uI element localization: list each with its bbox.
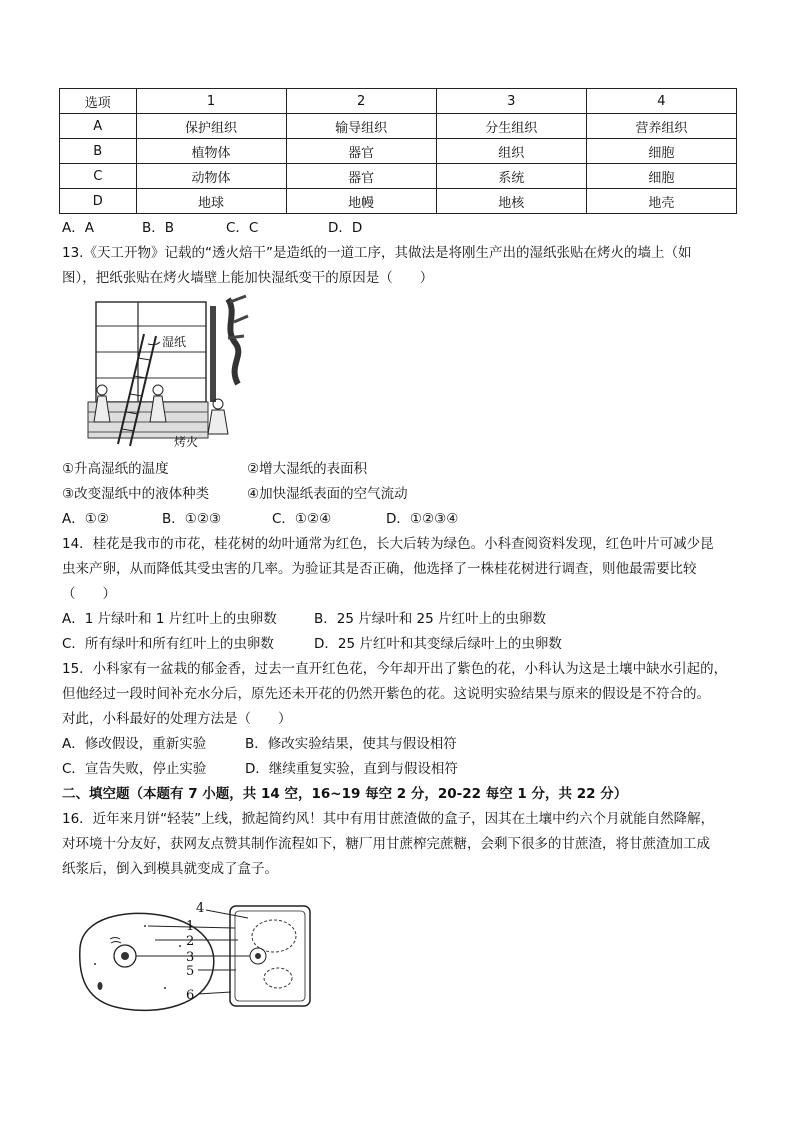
choice-b: B．①②③: [162, 511, 222, 527]
q14-choices-row2: [62, 634, 562, 654]
q13-text-line2: 图），把纸张贴在烤火墙壁上能加快湿纸变干的原因是（ ）: [62, 270, 434, 286]
choice-c: C．宣告失败，停止实验: [62, 761, 207, 777]
table-cell: 分生组织: [436, 114, 586, 139]
table-cell: 地幔: [286, 189, 436, 214]
choice-a: A．1 片绿叶和 1 片红叶上的虫卵数: [62, 611, 277, 627]
table-cell: 营养组织: [586, 114, 736, 139]
q14-text-line3: （ ）: [62, 586, 116, 602]
wet-paper-label: 湿纸: [162, 335, 187, 349]
table-header-cell: 3: [436, 89, 586, 114]
table-row: [60, 114, 737, 139]
table-cell: 器官: [286, 139, 436, 164]
q14-text-line1: 14．桂花是我市的市花，桂花树的幼叶通常为红色，长大后转为绿色。小科查阅资料发现，红色叶片可减少昆: [62, 536, 714, 552]
table-header-cell: 2: [286, 89, 436, 114]
q15-text-line2: 但他经过一段时间补充水分后，原先还未开花的仍然开紫色的花。这说明实验结果与原来的假设是不符合的。: [62, 686, 710, 702]
table-cell: 动物体: [136, 164, 286, 189]
table-cell: D: [60, 189, 137, 214]
table-cell: 细胞: [586, 164, 736, 189]
table-cell: 系统: [436, 164, 586, 189]
cell-label-3: 3: [186, 950, 195, 965]
cell-label-5: 5: [186, 964, 195, 979]
table-header-cell: 1: [136, 89, 286, 114]
q16-text-line3: 纸浆后，倒入到模具就变成了盒子。: [62, 861, 278, 877]
q15-text-line3: 对此，小科最好的处理方法是（ ）: [62, 711, 292, 727]
table-cell: 地壳: [586, 189, 736, 214]
table-cell: 器官: [286, 164, 436, 189]
choice-a: A．A: [62, 220, 94, 236]
cell-label-4: 4: [196, 901, 205, 916]
choice-d: D．D: [328, 220, 363, 236]
statement-4: ④加快湿纸表面的空气流动: [247, 486, 408, 502]
q16-text-line2: 对环境十分友好，获网友点赞其制作流程如下，糖厂用甘蔗榨完蔗糖，会剩下很多的甘蔗渣，将甘蔗渣加工成: [62, 836, 710, 852]
table-row: [60, 164, 737, 189]
fire-label: 烤火: [174, 435, 199, 449]
choice-d: D．①②③④: [386, 511, 459, 527]
cell-diagram: [70, 896, 330, 1020]
choice-d: D．25 片红叶和其变绿后绿叶上的虫卵数: [314, 636, 562, 652]
choice-c: C．C: [226, 220, 259, 236]
section-heading: 二、填空题（本题有 7 小题，共 14 空，16~19 每空 2 分，20-22 每空 1 分，共 22 分）: [62, 786, 628, 802]
statement-2: ②增大湿纸的表面积: [247, 461, 368, 477]
choice-c: C．①②④: [272, 511, 332, 527]
table-cell: A: [60, 114, 137, 139]
table-row: [60, 139, 737, 164]
q15-choices-row2: [62, 759, 458, 779]
q15-choices-row1: [62, 734, 457, 754]
q14-text-line2: 虫来产卵，从而降低其受虫害的几率。为验证其是否正确，他选择了一株桂花树进行调查，则他最需要比较: [62, 561, 697, 577]
cell-label-1: 1: [186, 919, 195, 934]
choice-b: B．B: [142, 220, 175, 236]
paper-drying-illustration: [78, 294, 250, 454]
table-cell: C: [60, 164, 137, 189]
choice-b: B．修改实验结果，使其与假设相符: [245, 736, 457, 752]
table-header-cell: 4: [586, 89, 736, 114]
table-cell: 组织: [436, 139, 586, 164]
cell-label-6: 6: [186, 988, 195, 1003]
choice-b: B．25 片绿叶和 25 片红叶上的虫卵数: [314, 611, 546, 627]
table-cell: B: [60, 139, 137, 164]
table-header-cell: 选项: [60, 89, 137, 114]
q16-text-line1: 16．近年来月饼“轻装”上线，掀起简约风！其中有用甘蔗渣做的盒子，因其在土壤中约六个月就能自然降解，: [62, 811, 715, 827]
table-cell: 细胞: [586, 139, 736, 164]
q15-text-line1: 15．小科家有一盆栽的郁金香，过去一直开红色花，今年却开出了紫色的花，小科认为这是土壤中缺水引起的，: [62, 661, 728, 677]
statement-1: ①升高湿纸的温度: [62, 461, 169, 477]
table-cell: 地球: [136, 189, 286, 214]
choice-d: D．继续重复实验，直到与假设相符: [245, 761, 458, 777]
q13-text-line1: 13.《天工开物》记载的“透火焙干”是造纸的一道工序，其做法是将刚生产出的湿纸张贴在烤火的墙上（如: [62, 245, 692, 261]
table-cell: 地核: [436, 189, 586, 214]
table-cell: 输导组织: [286, 114, 436, 139]
q13-choices: [62, 509, 458, 529]
table-cell: 植物体: [136, 139, 286, 164]
q13-statements-row2: [62, 484, 408, 504]
cell-label-2: 2: [186, 934, 195, 949]
choice-a: A．修改假设，重新实验: [62, 736, 207, 752]
statement-3: ③改变湿纸中的液体种类: [62, 486, 210, 502]
q12-choices: [62, 218, 362, 238]
q14-choices-row1: [62, 609, 546, 629]
choice-a: A．①②: [62, 511, 109, 527]
q13-statements-row1: [62, 459, 367, 479]
choice-c: C．所有绿叶和所有红叶上的虫卵数: [62, 636, 274, 652]
table-row: [60, 189, 737, 214]
options-table: [59, 88, 737, 214]
table-header-row: [60, 89, 737, 114]
table-cell: 保护组织: [136, 114, 286, 139]
